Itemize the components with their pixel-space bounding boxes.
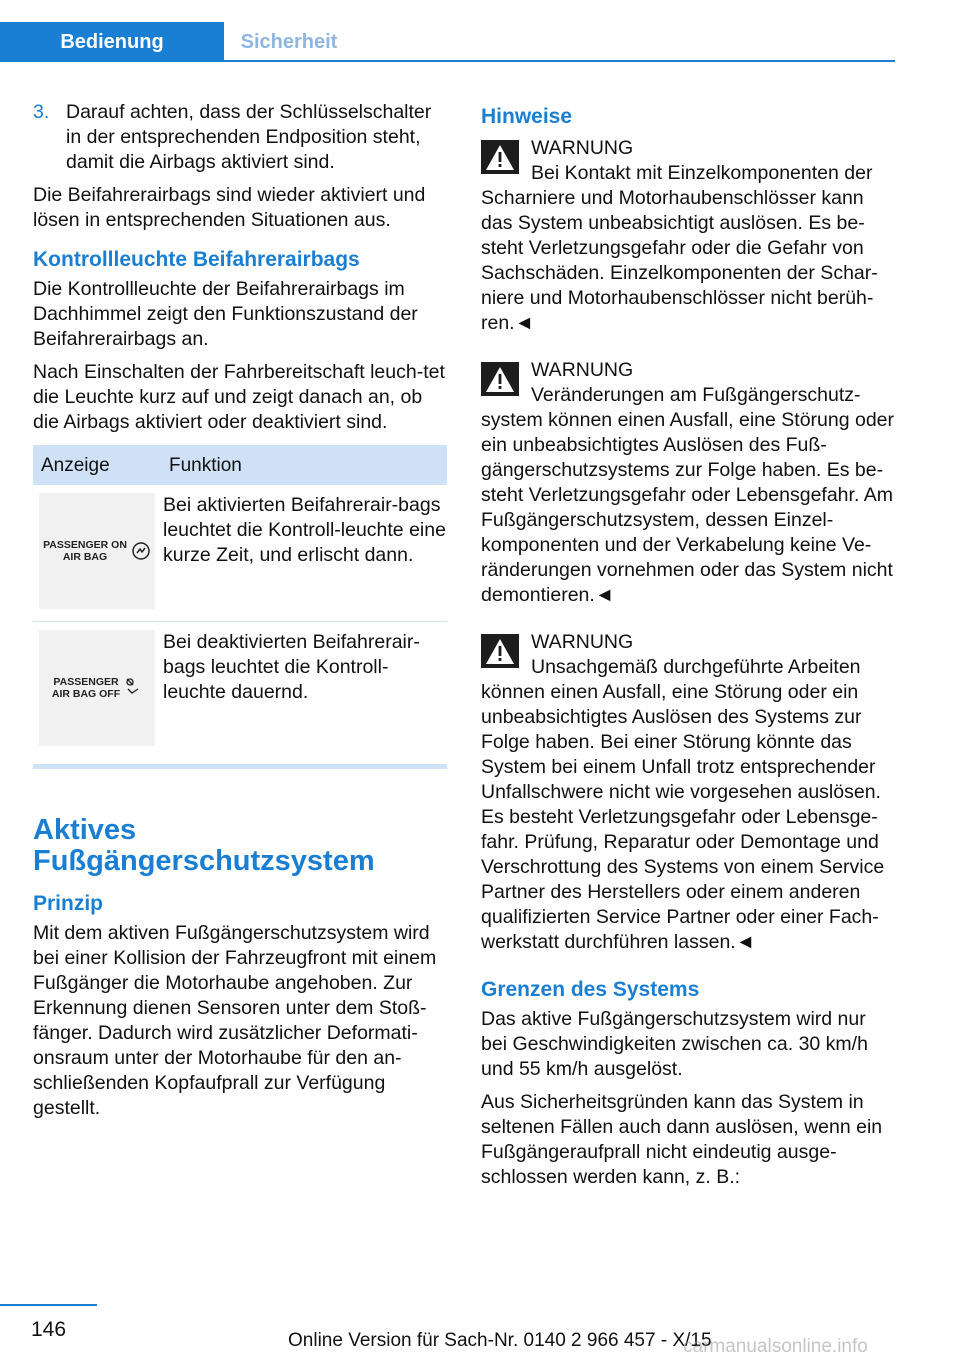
warning-triangle-icon bbox=[481, 634, 519, 668]
header-divider bbox=[0, 60, 895, 62]
paragraph: Aus Sicherheitsgründen kann das System in seltenen Fällen auch dann auslösen, wenn ein Fußgängeraufprall nicht eindeutig ausge-schlossen werden kann, z. B.: bbox=[481, 1091, 883, 1188]
footer-text: Online Version für Sach-Nr. 0140 2 966 457 - X/15 bbox=[288, 1330, 712, 1351]
warning-text: Bei Kontakt mit Einzelkomponenten der bbox=[531, 162, 873, 184]
warning-triangle-icon bbox=[481, 362, 519, 396]
warning-block bbox=[481, 630, 895, 955]
tab-bedienung[interactable]: Bedienung bbox=[0, 22, 224, 62]
watermark: carmanualsonline.info bbox=[683, 1336, 868, 1357]
indicator-table bbox=[33, 445, 447, 758]
table-cell-text: Bei deaktivierten Beifahrerair-bags leuchtet die Kontroll-leuchte dauernd. bbox=[163, 631, 420, 703]
step-text: Darauf achten, dass der Schlüsselschalter in der entsprechenden Endposition steht, damit die Airbags aktiviert sind. bbox=[66, 101, 432, 173]
right-column bbox=[481, 100, 895, 1198]
paragraph: Mit dem aktiven Fußgängerschutzsystem wird bei einer Kollision der Fahrzeugfront mit einem Fußgänger die Motorhaube angehoben. Zur Erkennung dienen Sensoren unter dem Stoß-fänger. Dadurch wird zusätzlicher Deformati-onsraum unter der Motorhaube für den an-schließenden Kopfaufprall zur Verfügung gestellt. bbox=[33, 922, 437, 1119]
paragraph: Nach Einschalten der Fahrbereitschaft leuch-tet die Leuchte kurz auf und zeigt danach an, ob die Airbags aktiviert oder deaktiviert sind. bbox=[33, 361, 445, 433]
section-heading: Hinweise bbox=[481, 105, 573, 128]
warning-text: Scharniere und Motorhaubenschlösser kann das System unbeabsichtigt auslösen. Es be-steht Verletzungsgefahr oder die Gefahr von Sachschäden. Einzelkomponenten der Schar-niere und Motorhaubenschlösser nicht berüh-ren.◄ bbox=[481, 187, 878, 334]
table-cell-text: Bei aktivierten Beifahrerair-bags leuchtet die Kontroll-leuchte eine kurze Zeit, und erlischt dann. bbox=[161, 485, 447, 622]
indicator-label: PASSENGER bbox=[53, 676, 119, 688]
indicator-label: AIR BAG bbox=[62, 551, 108, 563]
indicator-label: AIR BAG OFF bbox=[51, 688, 121, 700]
warning-title: WARNUNG bbox=[531, 631, 634, 653]
tab-sicherheit[interactable]: Sicherheit bbox=[240, 30, 338, 53]
passenger-airbag-off-indicator bbox=[39, 630, 155, 746]
paragraph: Die Kontrollleuchte der Beifahrerairbags im Dachhimmel zeigt den Funktionszustand der Beifahrerairbags an. bbox=[33, 278, 418, 350]
footer-divider bbox=[0, 1304, 97, 1306]
page-header bbox=[0, 0, 895, 62]
chapter-title: Aktives Fußgängerschutzsystem bbox=[33, 814, 375, 877]
table-row bbox=[33, 622, 447, 759]
warning-triangle-icon bbox=[481, 140, 519, 174]
warning-text: können einen Ausfall, eine Störung oder ein unbeabsichtigtes Auslösen des Systems zur Folge haben. Bei einer Störung könnte das System bei einem Unfall trotz entsprechender Unfallschwere nicht wie vorgesehen auslösen. Es besteht Verletzungsgefahr oder Lebensge-fahr. Prüfung, Reparatur oder Demontage und Verschrottung des Systems von einem Service Partner des Herstellers oder einem anderen qualifizierten Service Partner oder einer Fach-werkstatt durchführen lassen.◄ bbox=[481, 681, 885, 953]
paragraph: Die Beifahrerairbags sind wieder aktiviert und lösen in entsprechenden Situationen aus. bbox=[33, 184, 426, 231]
warning-title: WARNUNG bbox=[531, 359, 634, 381]
warning-block bbox=[481, 358, 895, 608]
passenger-airbag-on-indicator bbox=[39, 493, 155, 609]
indicator-label: PASSENGER ON bbox=[43, 539, 127, 551]
warning-block bbox=[481, 136, 895, 336]
warning-text: Unsachgemäß durchgeführte Arbeiten bbox=[531, 656, 861, 678]
section-heading: Grenzen des Systems bbox=[481, 978, 700, 1001]
table-header-anzeige: Anzeige bbox=[33, 445, 161, 485]
warning-title: WARNUNG bbox=[531, 137, 634, 159]
warning-text: system können einen Ausfall, eine Störung oder ein unbeabsichtigtes Auslösen des Fuß-gängerschutzsystems zur Folge haben. Es be-steht Verletzungsgefahr oder Lebensgefahr. Am Fußgängerschutzsystem, dessen Einzel-komponenten und der Verkabelung keine Ve-ränderungen vornehmen oder das System nicht demontieren.◄ bbox=[481, 409, 895, 606]
step-item bbox=[33, 100, 447, 175]
table-row bbox=[33, 485, 447, 622]
warning-text: Veränderungen am Fußgängerschutz- bbox=[531, 384, 861, 406]
step-number: 3. bbox=[33, 101, 50, 123]
left-column bbox=[33, 100, 447, 1129]
paragraph: Das aktive Fußgängerschutzsystem wird nur bei Geschwindigkeiten zwischen ca. 30 km/h und 55 km/h ausgelöst. bbox=[481, 1008, 868, 1080]
table-header-funktion: Funktion bbox=[161, 445, 447, 485]
section-heading: Kontrollleuchte Beifahrerairbags bbox=[33, 248, 360, 271]
page-number: 146 bbox=[30, 1318, 67, 1341]
airbag-off-icon bbox=[124, 677, 142, 699]
section-heading: Prinzip bbox=[33, 892, 104, 915]
airbag-icon bbox=[131, 541, 151, 561]
